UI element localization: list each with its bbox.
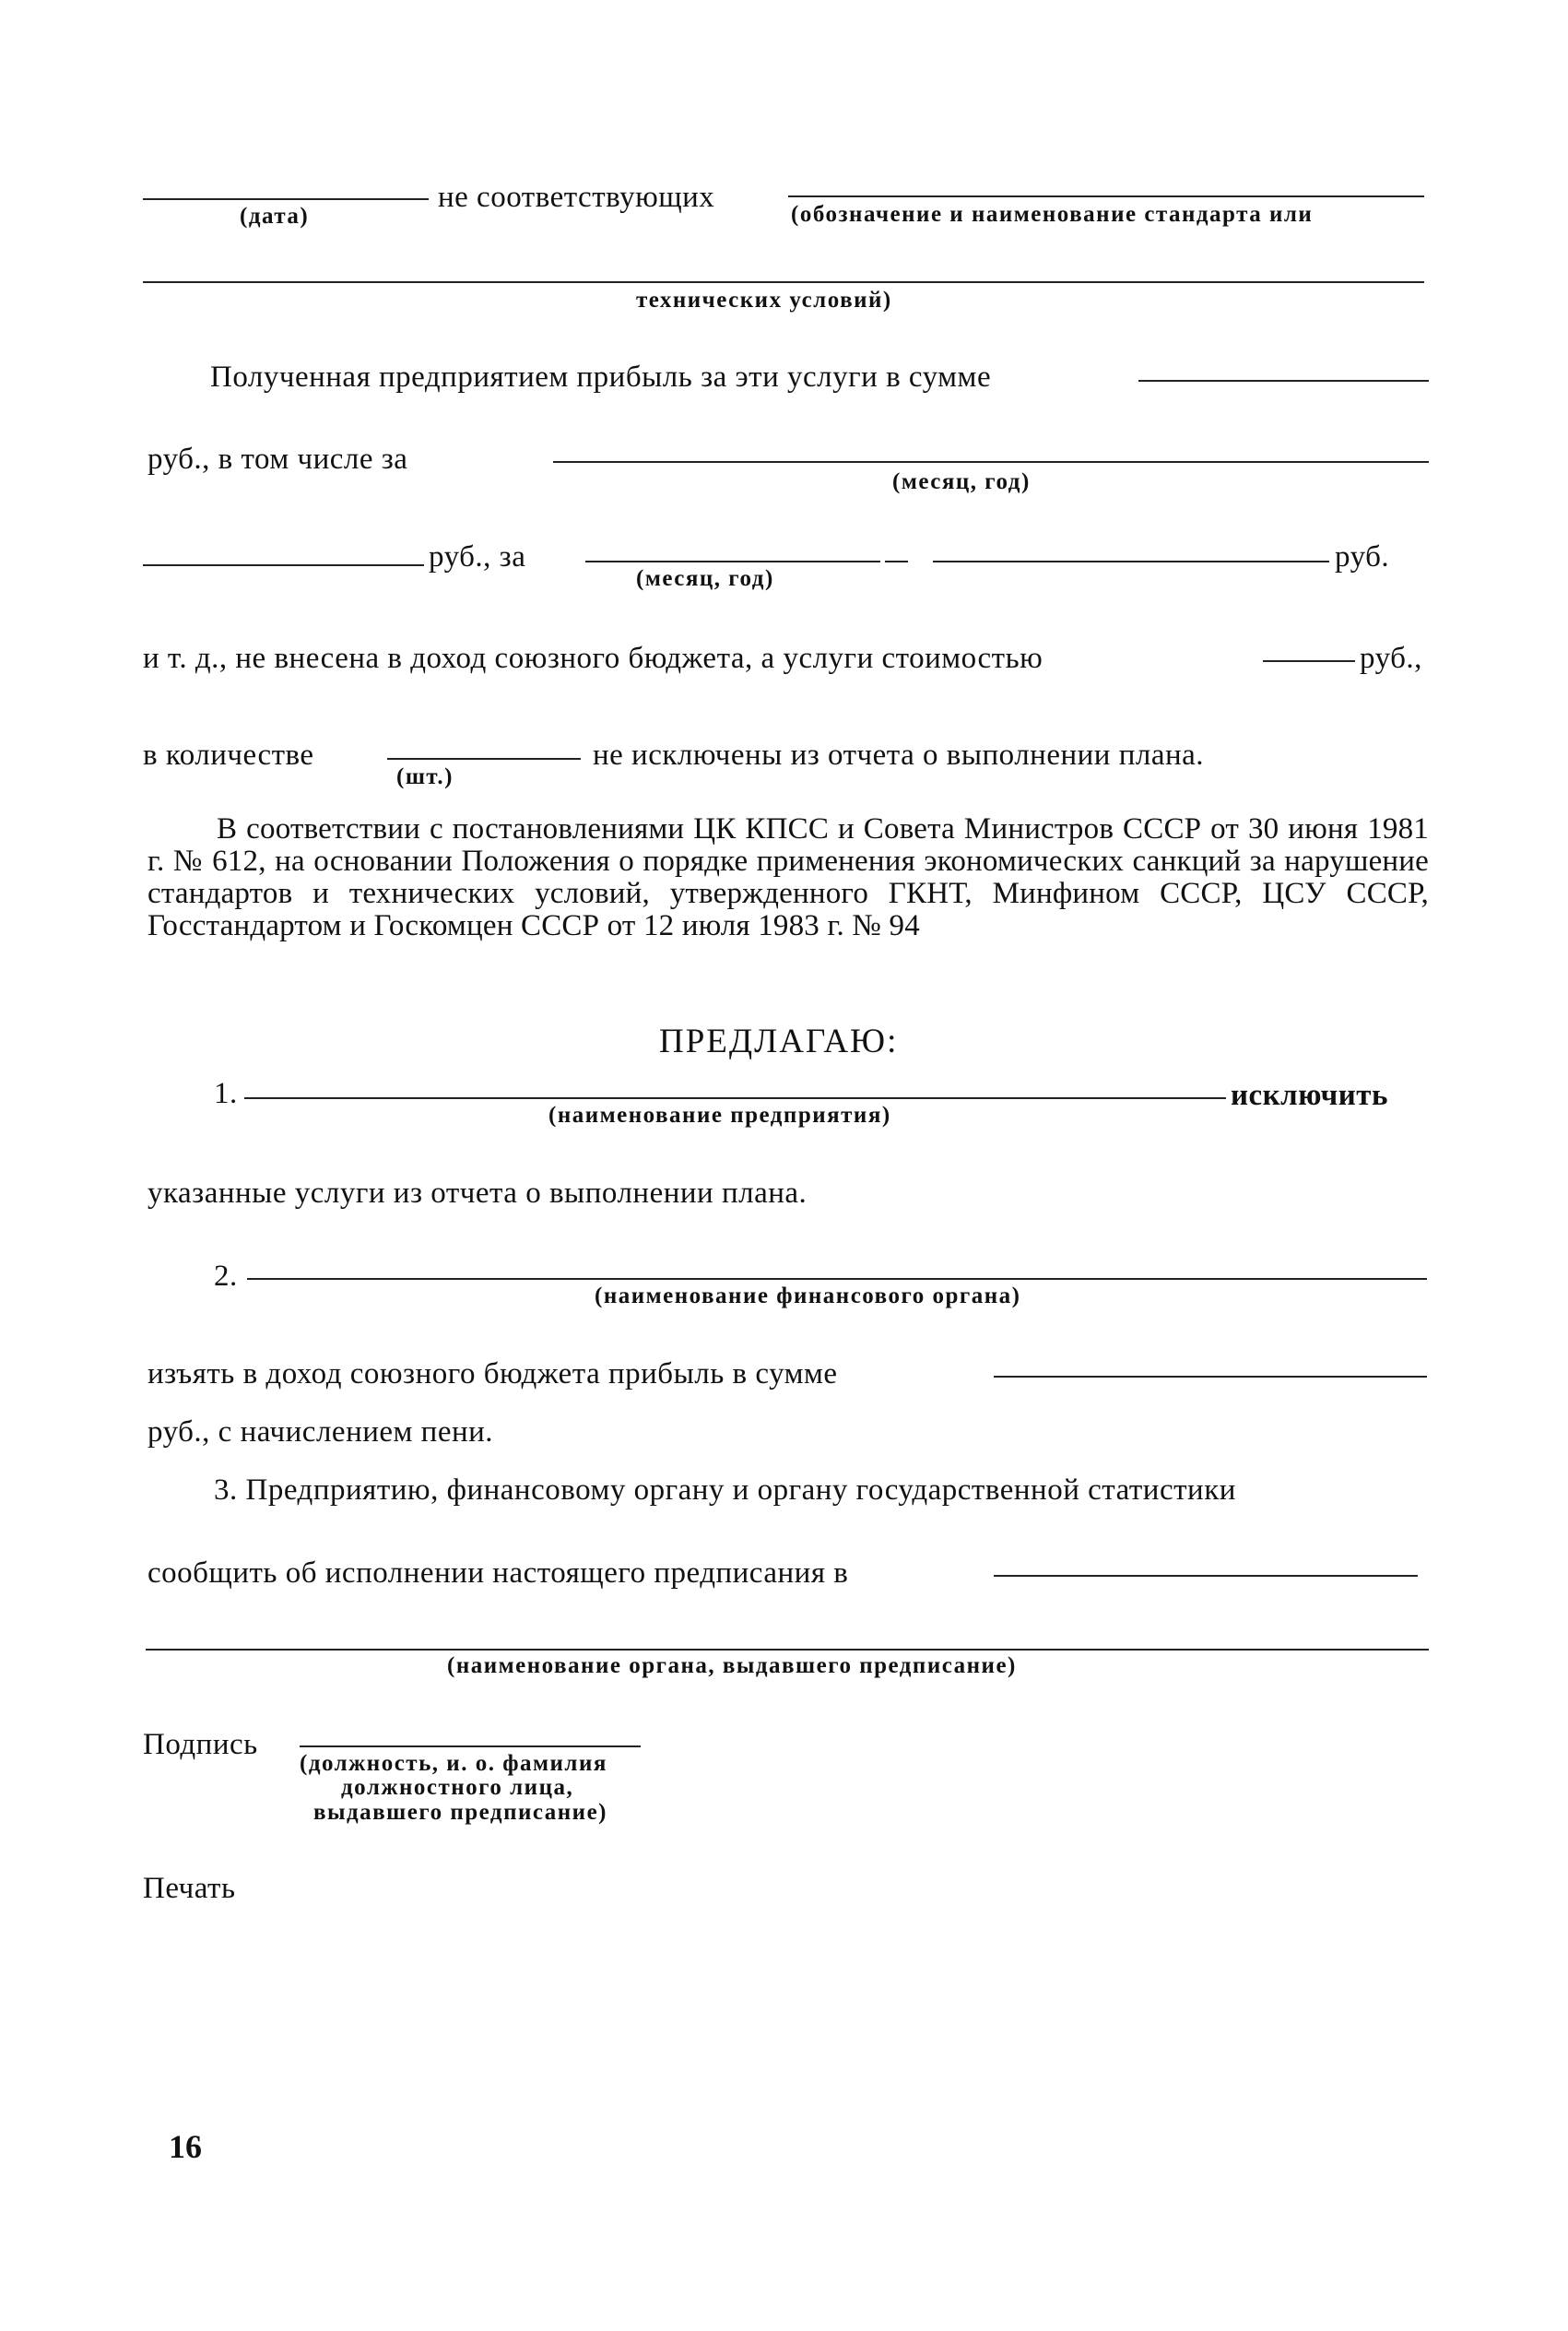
item-1-continuation: указанные услуги из отчета о выполнении плана.: [147, 1177, 808, 1210]
profit-sum-line: [1138, 380, 1429, 382]
not-compliant-text: не соответствующих: [438, 181, 715, 214]
exclude-text: исключить: [1231, 1079, 1388, 1112]
month-year-field-line-2: [585, 561, 880, 562]
month-year-field-line: [553, 461, 1429, 463]
profit-text: Полученная предприятием прибыль за эти услуги в сумме: [210, 361, 992, 394]
item-2-number: 2.: [214, 1260, 238, 1293]
item-2-text: изъять в доход союзного бюджета прибыль в сумме: [147, 1357, 838, 1390]
quantity-field-line: [387, 758, 581, 760]
rub-including-text: руб., в том числе за: [147, 443, 408, 476]
signature-field-line: [300, 1745, 641, 1747]
issuing-organ-caption: (наименование органа, выдавшего предписание): [447, 1653, 1017, 1678]
month-year-caption-2: (месяц, год): [636, 566, 774, 591]
rub-end-text: руб.: [1335, 540, 1390, 574]
enterprise-field-line: [244, 1097, 1226, 1099]
enterprise-caption: (наименование предприятия): [548, 1103, 891, 1128]
item-2-continuation: руб., с начислением пени.: [147, 1415, 494, 1449]
item-3-text: 3. Предприятию, финансовому органу и органу государственной статистики: [214, 1473, 1236, 1507]
date-field-line: [143, 198, 429, 200]
item-1-number: 1.: [214, 1077, 238, 1110]
resolution-paragraph: В соответствии с постановлениями ЦК КПСС и Совета Министров СССР от 30 июня 1981 г. № 612, на основании Положения о порядке применения экономических санкций за нарушение стандартов и технических условий, утвержденного ГКНТ, Минфином СССР, ЦСУ СССР, Госстандартом и Госкомцен СССР от 12 июля 1983 г. № 94: [147, 812, 1429, 942]
issuing-organ-field-line: [146, 1649, 1429, 1651]
standard-field-line: [788, 195, 1424, 197]
tech-conditions-field-line: [143, 281, 1424, 283]
page-number: 16: [169, 2128, 202, 2165]
quantity-caption: (шт.): [396, 764, 454, 789]
signature-caption-line-2: должностного лица,: [341, 1775, 574, 1800]
stamp-label: Печать: [143, 1872, 236, 1905]
month-year-caption: (месяц, год): [892, 469, 1031, 494]
tech-conditions-caption: технических условий): [636, 288, 892, 313]
rub-amount-line-1: [143, 564, 424, 566]
cost-field-line: [1263, 660, 1355, 662]
rub-comma-text: руб.,: [1360, 642, 1422, 675]
report-date-line: [994, 1575, 1418, 1577]
date-caption: (дата): [240, 204, 310, 229]
confiscate-sum-line: [994, 1376, 1427, 1378]
signature-label: Подпись: [143, 1728, 258, 1761]
signature-caption-line-1: (должность, и. о. фамилия: [300, 1751, 607, 1776]
propose-heading: ПРЕДЛАГАЮ:: [659, 1023, 899, 1060]
rub-amount-line-2: [933, 561, 1329, 562]
finance-organ-field-line: [247, 1278, 1427, 1280]
rub-for-text: руб., за: [429, 540, 526, 574]
etc-text: и т. д., не внесена в доход союзного бюджета, а услуги стоимостью: [143, 642, 1043, 675]
standard-caption: (обозначение и наименование стандарта или: [791, 202, 1314, 227]
report-text: сообщить об исполнении настоящего предписания в: [147, 1556, 849, 1590]
not-excluded-text: не исключены из отчета о выполнении плана.: [593, 739, 1205, 772]
signature-caption-line-3: выдавшего предписание): [313, 1800, 608, 1825]
finance-organ-caption: (наименование финансового органа): [595, 1284, 1021, 1308]
quantity-label: в количестве: [143, 739, 314, 772]
dash-separator: [885, 561, 908, 562]
